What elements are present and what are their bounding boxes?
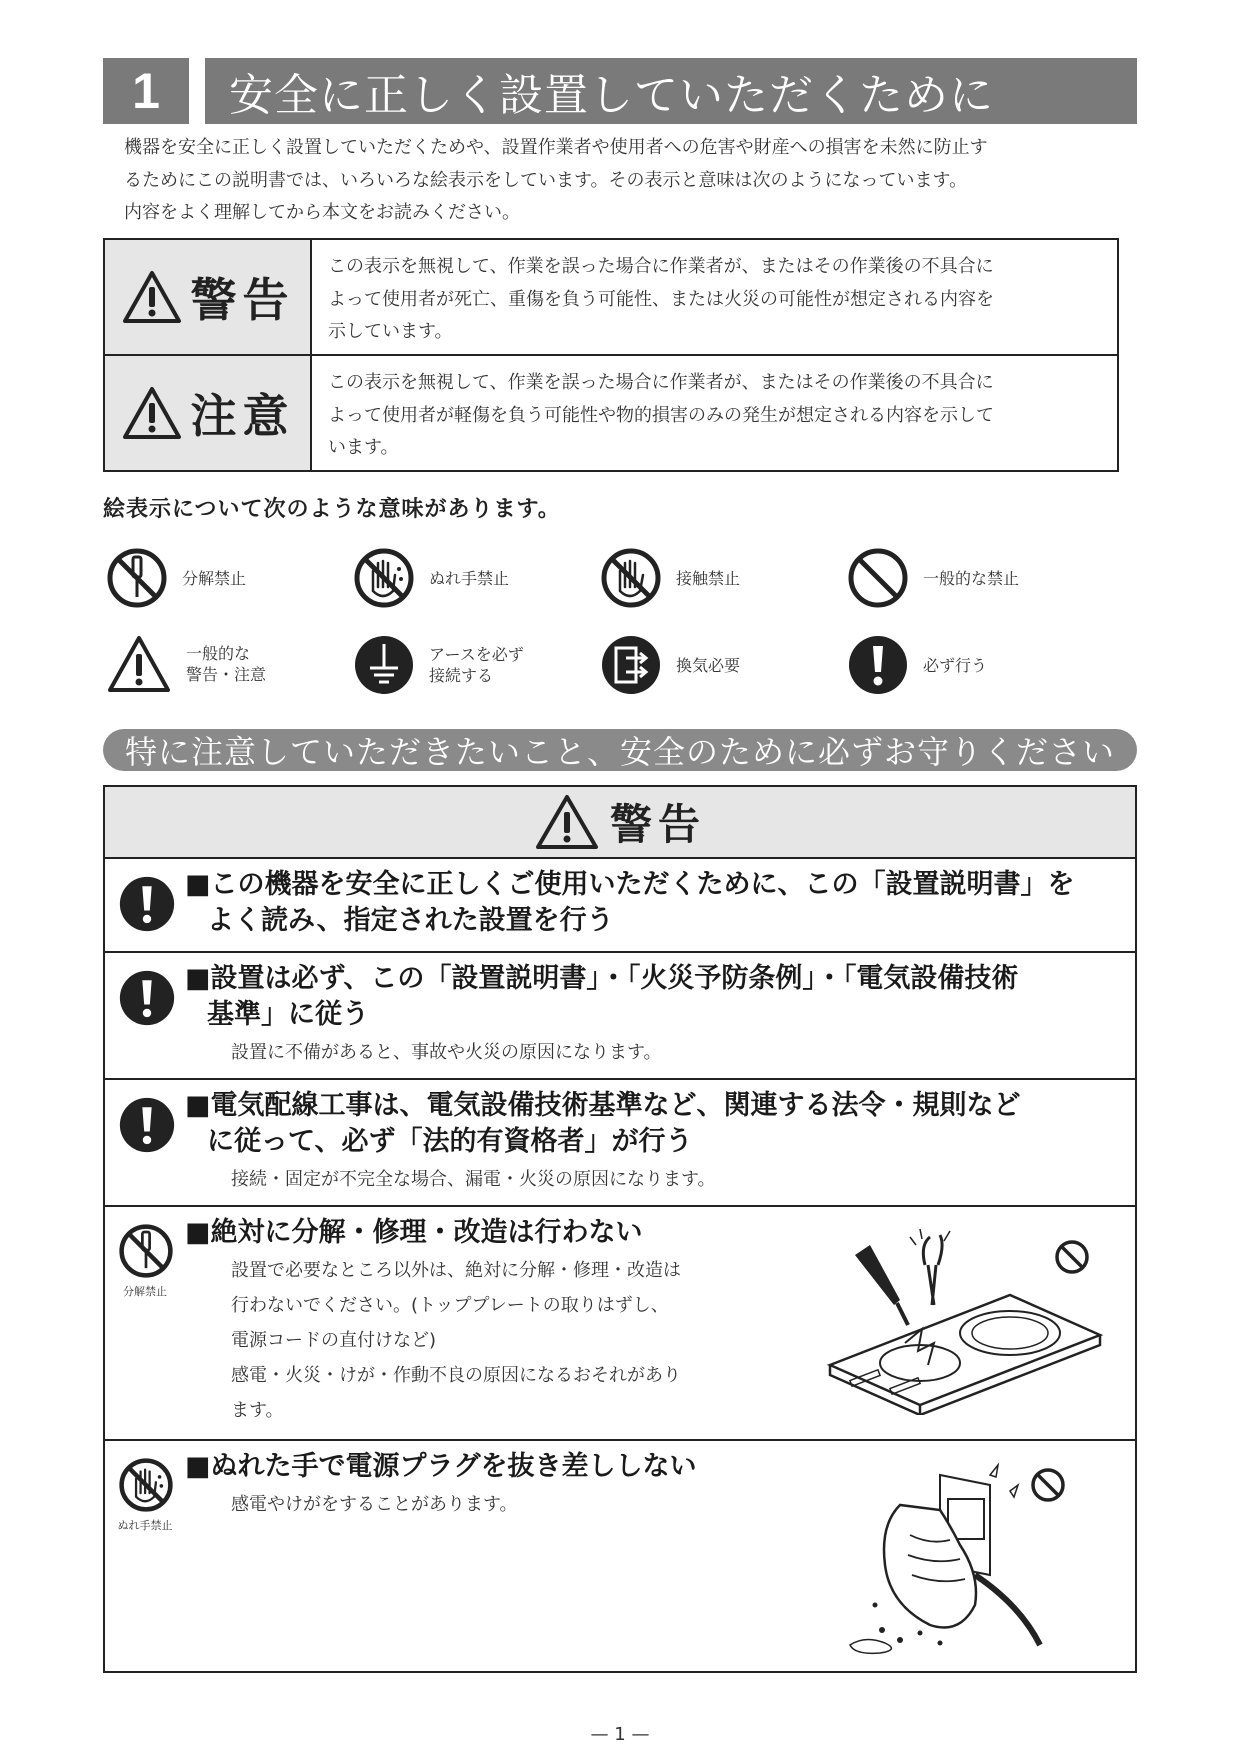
warning-triangle-icon — [534, 793, 600, 851]
section-number: 1 — [103, 58, 189, 124]
body-line: 行わないでください。(トッププレートの取りはずし、 — [231, 1295, 669, 1316]
legend-label: 必ず行う — [923, 655, 988, 675]
warning-item-heading — [185, 961, 1018, 1033]
caution-label — [105, 356, 312, 470]
warning-label — [105, 240, 312, 354]
wet-hand-plug-illustration — [840, 1455, 1130, 1655]
ground-icon — [353, 634, 415, 696]
legend-item — [600, 634, 740, 696]
no-disassembly-icon — [106, 547, 168, 609]
caution-word: 注意 — [190, 389, 295, 443]
mandatory-icon — [118, 875, 176, 933]
caution-row — [105, 356, 1117, 470]
no-disassembly-icon — [118, 1223, 174, 1279]
warning-row — [105, 240, 1117, 356]
safety-banner: 特に注意していただきたいこと、安全のために必ずお守りください — [103, 729, 1137, 771]
warning-item-body — [231, 1487, 518, 1522]
warning-item-heading — [185, 867, 1075, 939]
legend-title: 絵表示について次のような意味があります。 — [103, 497, 561, 522]
warning-item-heading — [185, 1449, 697, 1485]
warning-item — [105, 1441, 1135, 1671]
mandatory-icon — [847, 634, 909, 696]
warning-item — [105, 859, 1135, 953]
intro-text — [124, 132, 1134, 230]
no-touch-icon — [600, 547, 662, 609]
general-prohibition-icon — [847, 547, 909, 609]
warning-word: 警告 — [190, 273, 295, 327]
body-line: ます。 — [231, 1400, 284, 1421]
legend-label: 分解禁止 — [182, 568, 247, 588]
no-wet-hands-icon — [118, 1457, 174, 1513]
legend-item — [106, 634, 266, 694]
warning-item-heading — [185, 1088, 1021, 1160]
desc-line: います。 — [328, 437, 399, 458]
intro-line: 内容をよく理解してから本文をお読みください。 — [124, 202, 520, 223]
heading-line: に従って、必ず「法的有資格者」が行う — [207, 1126, 693, 1157]
heading-line: よく読み、指定された設置を行う — [207, 905, 614, 936]
mandatory-icon — [118, 969, 176, 1027]
body-line: 設置で必要なところ以外は、絶対に分解・修理・改造は — [231, 1260, 681, 1281]
legend-item — [847, 547, 1019, 609]
legend-item — [106, 547, 246, 609]
heading-line: ■絶対に分解・修理・改造は行わない — [185, 1217, 643, 1248]
desc-line: 示しています。 — [328, 321, 453, 342]
body-line: 感電・火災・けが・作動不良の原因になるおそれがあり — [231, 1365, 681, 1386]
desc-line: よって使用者が軽傷を負う可能性や物的損害のみの発生が想定される内容を示して — [328, 404, 994, 426]
label-line: 一般的な — [186, 644, 251, 663]
warning-item — [105, 953, 1135, 1080]
icon-caption: ぬれ手禁止 — [117, 1519, 173, 1532]
section-title: 安全に正しく設置していただくために — [205, 58, 1137, 124]
icon-caption: 分解禁止 — [123, 1285, 167, 1298]
legend-label: ぬれ手禁止 — [429, 568, 510, 588]
legend-label: 換気必要 — [676, 655, 741, 675]
warning-triangle-icon — [121, 269, 183, 325]
warning-item-body — [231, 1253, 681, 1428]
heading-line: 基準」に従う — [207, 999, 369, 1030]
warning-item-heading — [185, 1215, 643, 1251]
label-line: 警告・注意 — [186, 665, 267, 684]
intro-line: るためにこの説明書では、いろいろな絵表示をしています。その表示と意味は次のようになっています。 — [124, 169, 968, 191]
desc-line: よって使用者が死亡、重傷を負う可能性、または火災の可能性が想定される内容を — [328, 288, 994, 310]
ventilation-icon — [600, 634, 662, 696]
legend-item — [600, 547, 740, 609]
signal-word-table — [103, 238, 1119, 472]
legend-label — [429, 644, 524, 686]
warning-box-header — [105, 787, 1135, 859]
page-number: — 1 — — [590, 1724, 650, 1745]
warning-description — [312, 240, 1117, 354]
caution-triangle-icon — [121, 385, 183, 441]
warning-item — [105, 1080, 1135, 1207]
legend-item — [353, 547, 509, 609]
body-line: 設置に不備があると、事故や火災の原因になります。 — [231, 1042, 662, 1063]
legend-label: 一般的な禁止 — [923, 568, 1020, 588]
label-line: アースを必ず — [429, 645, 524, 664]
desc-line: この表示を無視して、作業を誤った場合に作業者が、またはその作業後の不具合に — [328, 372, 994, 393]
desc-line: この表示を無視して、作業を誤った場合に作業者が、またはその作業後の不具合に — [328, 256, 994, 277]
disassembly-illustration — [810, 1225, 1110, 1415]
warning-item — [105, 1207, 1135, 1441]
heading-line: ■電気配線工事は、電気設備技術基準など、関連する法令・規則など — [185, 1090, 1021, 1121]
warning-box-title: 警告 — [609, 800, 706, 849]
heading-line: ■設置は必ず、この「設置説明書」・「火災予防条例」・「電気設備技術 — [185, 963, 1019, 994]
heading-line: ■この機器を安全に正しくご使用いただくために、この「設置説明書」を — [185, 869, 1075, 900]
legend-item — [353, 634, 524, 696]
warning-box — [103, 785, 1137, 1673]
general-warning-icon — [106, 634, 172, 694]
legend-item — [847, 634, 987, 696]
body-line: 電源コードの直付けなど) — [231, 1330, 437, 1351]
warning-item-body — [231, 1162, 716, 1197]
intro-line: 機器を安全に正しく設置していただくためや、設置作業者や使用者への危害や財産への損害を未然に防止す — [124, 137, 988, 158]
legend-label — [186, 643, 266, 685]
body-line: 接続・固定が不完全な場合、漏電・火災の原因になります。 — [231, 1169, 716, 1190]
label-line: 接続する — [429, 666, 494, 685]
caution-description — [312, 356, 1117, 470]
no-wet-hands-icon — [353, 547, 415, 609]
mandatory-icon — [118, 1096, 176, 1154]
legend-label: 接触禁止 — [676, 568, 741, 588]
body-line: 感電やけがをすることがあります。 — [231, 1494, 518, 1515]
heading-line: ■ぬれた手で電源プラグを抜き差ししない — [185, 1451, 697, 1482]
warning-item-body — [231, 1035, 662, 1070]
